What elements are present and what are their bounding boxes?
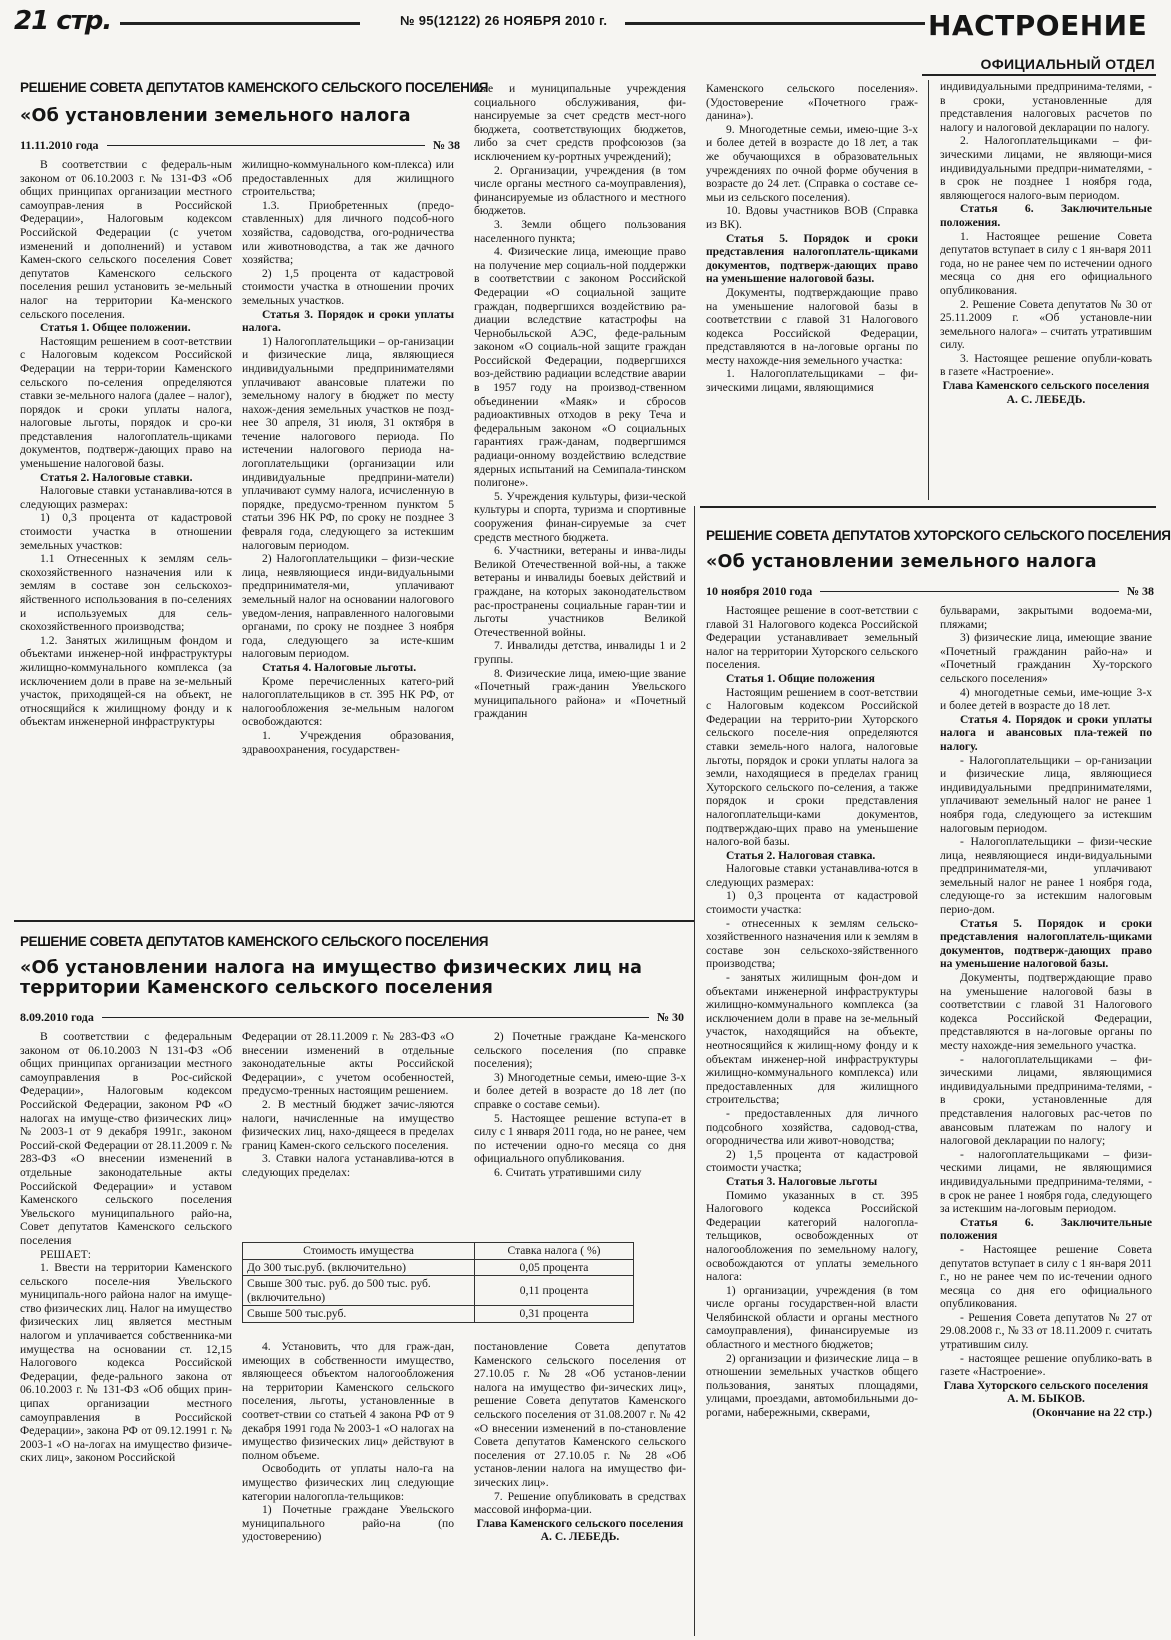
column-divider (694, 506, 695, 1636)
paragraph: 5. Учреждения культуры, физи-ческой культуры и спорта, туризма и спортивные сооружения финан-сируемые за счет средств местного бюджета. (474, 489, 686, 544)
paragraph: 4. Физические лица, имеющие право на получение мер социаль-ной поддержки в соответствии с законом Российской Федерации «О социальной защите граждан, подвергшихся воздействию ра-диации вследствие катастрофы на Чернобыльской АЭС, феде-ральным законом «О социаль-ной защите граждан Российской Федерации, подвергшихся воз-действию радиации вследствие аварии в 1957 году на производ-ственном объединении «Маяк» и сбросов радиоактивных отходов в реку Теча и федеральным законом «О социальных гарантиях граж-данам, подвергшимся радиаци-онному воздействию вследствие ядерных испытаний на Семипала-тинском полигоне». (474, 245, 686, 490)
paragraph: постановление Совета депутатов Каменского сельского поселения от 27.10.05 г. № 28 «Об установ-лении налога на имущество фи-зических лиц», решение Совета депутатов Каменского сельского поселения от 31.08.2007 г. № 42 «О внесении изменений в по-становление Совета депутатов Каменского сельского поселения от 27.10.05 г. № 28 «Об установ-лении налога на имущество фи-зических лиц». (474, 1340, 686, 1489)
paragraph: Настоящее решение в соот-ветствии с главой 31 Налогового кодекса Российской Федерации устанавливает земельный налог на территории Хуторского сельского поселения. (706, 604, 918, 672)
article1-column-4 (706, 82, 918, 395)
paragraph: В соответствии с федеральным законом от 06.10.2003 N 131-ФЗ «Об общих принципах организации местного самоуправления в Рос-сийской Федерации», Налоговым кодексом Российской Федерации, законом РФ «О налогах на имуще-ство физических лиц» № 2003-1 от 9 декабря 1991г., законом Россий-ской Федерации от 28.11.2009 г. № 283-ФЗ «О внесении изменений в отдельные законодательные акты Российской Федерации» и уставом Каменского сельского поселения Увельского муниципального райо-на, Совет депутатов Каменского сельского поселения (20, 1030, 232, 1247)
table-header: Стоимость имущества (243, 1243, 475, 1260)
paragraph: Каменского сельского поселения». (Удостоверение «Почетного граж-данина»). (706, 82, 918, 123)
table-row (243, 1306, 634, 1323)
paragraph: 10. Вдовы участников ВОВ (Справка из ВК). (706, 204, 918, 231)
article1-dateline (20, 138, 460, 152)
issue-info: № 95(12122) 26 НОЯБРЯ 2010 г. (400, 13, 608, 28)
article2-column-2-bottom (242, 1340, 454, 1544)
section-heading: Статья 1. Общее положении. (40, 321, 191, 335)
paragraph: - отнесенных к землям сельско-хозяйственного назначения или к землям в составе зон сельскохо-зяйственного производства; (706, 916, 918, 971)
paragraph: - Налогоплательщики – физи-ческие лица, неявляющиеся инди-видуальными предпринимателя-ми, уплачивают земельный налог не ранее 1 ноября года, следующе-го за истекшим налоговым перио-дом. (940, 835, 1152, 917)
paragraph: - налогоплательщиками – физи-ческими лицами, не являющимися индивидуальными предпринима-телями, - в срок не ранее 1 ноября года, следующего за истекшим на-логовым периодом. (940, 1147, 1152, 1216)
paragraph: 4. Установить, что для граж-дан, имеющих в собственности имущество, являющееся объектом налогообложения на территории Каменского сельского поселения, льготы, установленные в соответ-ствии со статьей 4 закона РФ от 9 декабря 1991 года № 2003-1 «О налогах на имущество физических лиц» действуют в полном объеме. (242, 1340, 454, 1462)
paragraph: 2. Решение Совета депутатов № 30 от 25.11.2009 г. «Об установле-нии земельного налога» – считать утратившим силу. (940, 297, 1152, 352)
article2-column-3-bottom (474, 1340, 686, 1544)
paragraph: 1. Ввести на территории Каменского сельского поселе-ния Увельского муниципаль-ного района налог на имуще-ство физических лиц. Налог на имущество физических лиц является местным налогом и уплачивается собственника-ми имущества на основании ст. 12,15 Налогового кодекса Российской Федерации, феде-рального закона от 06.10.2003 г. № 131-ФЗ «Об общих прин-ципах организации местного самоуправления в Российской Федерации», закона РФ от 09.12.1991 г. № 2003-1 «О на-логах на имущество физиче-ских лиц», законом Российской (20, 1261, 232, 1465)
paragraph: Документы, подтверждающие право на уменьшение налоговой базы в соответствии с главой 31 Налогового кодекса Российской Федерации, представляются в на-логовые органы по месту нахожде-ния земельного участка. (940, 971, 1152, 1052)
article2-title: «Об установлении налога на имущество физических лиц на территории Каменского сельского поселения (20, 958, 643, 998)
paragraph: 9. Многодетные семьи, имею-щие 3-х и более детей в возрасте до 18 лет, а так же обучающихся в образовательных учреждениях по очной форме обучения в возрасте до 24 лет. (Справка о составе се-мьи из сельского поселения). (706, 122, 918, 204)
paragraph: 2. Налогоплательщиками – фи-зическими лицами, не являющи-мися индивидуальными предпри-нимателями, - в срок не позднее 1 ноября года, являющегося налого-вым периодом. (940, 134, 1152, 202)
paragraph: 2) 1,5 процента от кадастровой стоимости участка в отношении прочих земельных участков. (242, 266, 454, 307)
table-header: Ставка налога ( %) (475, 1243, 634, 1260)
paragraph: Федерации от 28.11.2009 г. № 283-ФЗ «О внесении изменений в отдельные законодательные акты Российской Федерации», с учетом особенностей, предусмо-тренных настоящим решением. (242, 1030, 454, 1098)
paragraph: - настоящее решение опублико-вать в газете «Настроение». (940, 1351, 1152, 1379)
section-heading: Статья 5. Порядок и сроки представления налогоплатель-щиками документов, подтверж-дающих право на уменьшение налоговой базы. (706, 231, 918, 286)
tax-rate-table-wrap (242, 1242, 634, 1323)
paragraph: 3) физические лица, имеющие звание «Почетный гражданин райо-на» и «Почетный гражданин Ху-торского сельского поселения» (940, 631, 1152, 685)
paragraph: 1. Учреждения образования, здравоохранения, государствен- (242, 728, 454, 756)
article1-column-3 (474, 82, 686, 721)
paragraph: - предоставленных для личного подсобного хозяйства, садовод-ства, огородничества или живот-новодства; (706, 1106, 918, 1148)
article2-dateline (20, 1010, 684, 1024)
paragraph: - Налогоплательщики – ор-ганизации и физические лица, являющиеся индивидуальными предпринимателями, уплачивают земельный налог не ранее 1 ноября года, следующего за истекшим налоговым периодом. (940, 753, 1152, 835)
page-number: 21 стр. (14, 6, 112, 36)
article2-date: 8.09.2010 года (20, 1010, 94, 1024)
article3-column-1 (706, 604, 918, 1420)
paragraph: 1) организации, учреждения (в том числе органы государствен-ной власти Челябинской области и органы местного самоуправления), финансируемые из областного и местного бюджетов; (706, 1283, 918, 1352)
table-row (243, 1276, 634, 1306)
paragraph: 7. Инвалиды детства, инвалиды 1 и 2 группы. (474, 639, 686, 666)
article1-date: 11.11.2010 года (20, 138, 99, 152)
tax-rate-table (242, 1242, 634, 1323)
continuation-note: (Окончание на 22 стр.) (1032, 1406, 1152, 1420)
paragraph: 1.1 Отнесенных к землям сель-скохозяйственного назначения или к землям в составе зон сельскохоз-яйственного использования в по-селениях и используемых для сель-скохозяйственного производства; (20, 552, 232, 634)
section-heading: Статья 6. Заключительные положения (940, 1215, 1152, 1243)
paragraph: Налоговые ставки устанавлива-ются в следующих размерах: (20, 484, 232, 511)
article3-kicker: РЕШЕНИЕ СОВЕТА ДЕПУТАТОВ ХУТОРСКОГО СЕЛЬСКОГО ПОСЕЛЕНИЯ (706, 528, 1171, 543)
article1-column-5 (940, 80, 1152, 406)
paragraph: Помимо указанных в ст. 395 Налогового кодекса Российской Федерации категорий налогопла-тельщиков, освобожденных от налогообложения по земельному налогу, освобождаются от уплаты земельного налога: (706, 1188, 918, 1284)
paragraph: 6. Считать утратившими силу (494, 1165, 642, 1179)
section-heading: Статья 5. Порядок и сроки представления налогоплатель-щиками документов, подтверж-дающих право на уменьшение налоговой базы. (940, 916, 1152, 971)
article1-kicker: РЕШЕНИЕ СОВЕТА ДЕПУТАТОВ КАМЕНСКОГО СЕЛЬСКОГО ПОСЕЛЕНИЯ (20, 80, 489, 95)
paragraph: индивидуальными предпринима-телями, - в сроки, установленные для представления налоговых расчетов по налогу и налоговой декларации по налогу. (940, 80, 1152, 134)
section-heading: Статья 4. Налоговые льготы. (262, 660, 417, 674)
paragraph: 1) 0,3 процента от кадастровой стоимости участка в отношении земельных участков: (20, 511, 232, 552)
article1-number: № 38 (432, 138, 460, 152)
paragraph: - Решения Совета депутатов № 27 от 29.08.2008 г., № 33 от 18.11.2009 г. считать утратившим силу. (940, 1310, 1152, 1352)
article3-signature: Глава Хуторского сельского поселения А. М. БЫКОВ. (943, 1378, 1149, 1406)
column-divider (928, 80, 929, 500)
paragraph: 3) Многодетные семьи, имею-щие 3-х и более детей в возрасте до 18 лет (по справке о составе семьи). (474, 1070, 686, 1111)
header-rule (625, 22, 925, 25)
header-rule (120, 22, 360, 25)
paragraph: 1) Налогоплательщики – ор-ганизации и физические лица, являющиеся индивидуальными предпринимателями уплачивают авансовые платежи по земельному налогу в бюджет по месту нахож-дения земельных участков не позд-нее 30 апреля, 31 июля, 31 октября в течение налогового периода. По истечении налогового периода на-логоплательщики (организации или индивидуальные предприни-матели) уплачивают сумму налога, исчисленную в порядке, предусмо-тренном пунктом 5 статьи 396 НК РФ, по сроку не позднее 3 февраля года, следующего за истекшим налоговым периодом. (242, 334, 454, 552)
section-heading: Статья 3. Порядок и сроки уплаты налога. (242, 307, 454, 335)
paragraph: 6. Участники, ветераны и инва-лиды Великой Отечественной вой-ны, а также ветераны и инвалиды боевых действий и граждане, на которых законодательством рас-пространены социальные гаран-тии и льготы участников Великой Отечественной войны. (474, 544, 686, 639)
section-heading: Статья 2. Налоговые ставки. (40, 470, 193, 484)
paragraph: 2) 1,5 процента от кадастровой стоимости участка; (706, 1147, 918, 1175)
article3-date: 10 ноября 2010 года (706, 584, 813, 598)
paragraph: 8. Физические лица, имею-щие звание «Почетный граж-данин Увельского муниципального района» и «Почетный гражданин (474, 666, 686, 721)
paragraph: РЕШАЕТ: (40, 1247, 91, 1261)
table-cell: До 300 тыс.руб. (включительно) (243, 1259, 475, 1276)
article2-column-3-top (474, 1030, 686, 1180)
paragraph: 2) Налогоплательщики – физи-ческие лица, неявляющиеся инди-видуальными предпринимателя-ми, уплачивают земельный налог на основании налогового уведом-ления, направленного налоговыми органами, по сроку не позднее 3 ноября года, следующего за исте-кшим налоговым периодом. (242, 552, 454, 661)
paragraph: 1) 0,3 процента от кадастровой стоимости участка: (706, 889, 918, 917)
newspaper-title: НАСТРОЕНИЕ (928, 9, 1148, 42)
paragraph: ные и муниципальные учреждения социального обслуживания, фи-нансируемые за счет средств мест-ного бюджета, соответствующих бюджетов, либо за счет средств профсоюзов (за исключением ку-рортных учреждений); (474, 82, 686, 163)
table-cell: 0,05 процента (475, 1259, 634, 1276)
article3-dateline (706, 584, 1154, 598)
article1-column-2 (242, 158, 454, 756)
table-header-row (243, 1243, 634, 1260)
paragraph: 3. Настоящее решение опубли-ковать в газете «Настроение». (940, 351, 1152, 379)
paragraph: Документы, подтверждающие право на уменьшение налоговой базы в соответствии с главой 31 Налогового кодекса Российской Федерации, представляются в на-логовые органы по месту нахожде-ния земельного участка: (706, 285, 918, 367)
paragraph: 2) организации и физические лица – в отношении земельных участков общего пользования, занятых площадями, улицами, проездами, автомобильными до-рогами, набережными, скверами, (706, 1351, 918, 1420)
paragraph: 2. Организации, учреждения (в том числе органы местного са-моуправления), финансируемые из областного и местного бюджетов. (474, 163, 686, 218)
paragraph: В соответствии с федераль-ным законом от 06.10.2003 г. № 131-ФЗ «Об общих принципах организации местного самоуправ-ления в Российской Федерации», Налоговым кодексом Российской Федерации (с учетом изменений и дополнений) и уставом Камен-ского сельского поселения Совет депутатов Каменского сельского поселения решил установить зе-мельный налог на территории Ка-менского сельского поселения. (20, 158, 232, 321)
paragraph: Настоящим решением в соот-ветствии с Налоговым кодексом Российской Федерации на терри-тории Каменского сельского по-селения определяются ставки зе-мельного налога (далее – налог), порядок и сроки уплаты налога, налоговые льготы, порядок и сро-ки представления налогоплатель-щиками документов, подтверж-дающих право на уменьшение налоговой базы. (20, 334, 232, 471)
dateline-rule (102, 1017, 649, 1018)
paragraph: 3. Земли общего пользования населенного пункта; (474, 217, 686, 245)
paragraph: - Настоящее решение Совета депутатов вступает в силу с 1 ян-варя 2011 г., но не ранее чем по ис-течении одного месяца со дня его официального опубликования. (940, 1242, 1152, 1311)
paragraph: бульварами, закрытыми водоема-ми, пляжами; (940, 604, 1152, 631)
paragraph: - налогоплательщиками – фи-зическими лицами, являющимися индивидуальными предпринима-телями, - в сроки, установленные для представления налоговых рас-четов по авансовым платежам по налогу и налоговой декларации по налогу; (940, 1052, 1152, 1148)
paragraph: Настоящим решением в соот-ветствии с Налоговым кодексом Российской Федерации на террито-рии Хуторского сельского поселе-ния определяются ставки земель-ного налога, налоговые льготы, порядок и сроки уплаты налога за земли, находящиеся в пределах границ Хуторского сельского по-селения, а также порядок и сроки представления налогоплательщи-ками документов, подтверждаю-щих право на уменьшение налого-вой базы. (706, 685, 918, 849)
dateline-rule (820, 591, 1119, 592)
paragraph: жилищно-коммунального ком-плекса) или предоставленных для жилищного строительства; (242, 158, 454, 199)
article2-signature: Глава Каменского сельского поселения А. С. ЛЕБЕДЬ. (476, 1516, 684, 1544)
article1-column-1 (20, 158, 232, 729)
dateline-rule (107, 145, 425, 146)
article2-kicker: РЕШЕНИЕ СОВЕТА ДЕПУТАТОВ КАМЕНСКОГО СЕЛЬСКОГО ПОСЕЛЕНИЯ (20, 934, 489, 949)
table-cell: 0,11 процента (475, 1276, 634, 1306)
paragraph: 1.3. Приобретенных (предо-ставленных) для личного подсоб-ного хозяйства, садоводства, ого-родничества или животноводства, а так же дачного хозяйства; (242, 198, 454, 267)
paragraph: 1.2. Занятых жилищным фондом и объектами инженер-ной инфраструктуры жилищно-коммунального комплекса (за исключением доли в праве на зе-мельный участок, приходящей-ся на объект, не относящийся к жилищному фонду и к объектам инженерной инфраструктуры (20, 633, 232, 729)
paragraph: 5. Настоящее решение вступа-ет в силу с 1 января 2011 года, но не ранее, чем по истечении одно-го месяца со дня официального опубликования. (474, 1111, 686, 1166)
article3-number: № 38 (1126, 584, 1154, 598)
article3-title: «Об установлении земельного налога (706, 552, 1097, 572)
paragraph: 3. Ставки налога устанавлива-ются в следующих пределах: (242, 1152, 454, 1179)
section-heading: Статья 3. Налоговые льготы (726, 1174, 878, 1188)
department-label: ОФИЦИАЛЬНЫЙ ОТДЕЛ (980, 56, 1155, 72)
table-row (243, 1259, 634, 1276)
table-cell: Свыше 500 тыс.руб. (243, 1306, 475, 1323)
article1-title: «Об установлении земельного налога (20, 106, 411, 126)
paragraph: 1. Настоящее решение Совета депутатов вступает в силу с 1 ян-варя 2011 года, но не ранее чем по истечении одного месяца со дня его официального опубликования. (940, 229, 1152, 297)
article2-column-1 (20, 1030, 232, 1465)
paragraph: Налоговые ставки устанавлива-ются в следующих размерах: (706, 862, 918, 889)
paragraph: 1) Почетные граждане Увельского муниципального райо-на (по удостоверению) (242, 1503, 454, 1544)
paragraph: 2. В местный бюджет зачис-ляются налоги, начисленные на имущество физических лиц, нахо-дящееся в пределах границ Камен-ского сельского поселения. (242, 1097, 454, 1152)
paragraph: 7. Решение опубликовать в средствах массовой информа-ции. (474, 1489, 686, 1517)
section-heading: Статья 2. Налоговая ставка. (726, 848, 876, 862)
paragraph: Освободить от уплаты нало-га на имущество физических лиц следующие категории налогопла-тельщиков: (242, 1462, 454, 1503)
article1-signature: Глава Каменского сельского поселения А. С. ЛЕБЕДЬ. (942, 379, 1150, 406)
section-heading: Статья 4. Порядок и сроки уплаты налога и авансовых пла-тежей по налогу. (940, 712, 1152, 753)
header-rule (922, 74, 1156, 76)
paragraph: 2) Почетные граждане Ка-менского сельского поселения (по справке поселения); (474, 1030, 686, 1071)
section-heading: Статья 6. Заключительные положения. (940, 202, 1152, 229)
paragraph: - занятых жилищным фон-дом и объектами инженерной инфраструктуры жилищно-коммунального комплекса (за исключением доли в праве на зе-мельный участок, находящийся на объекте, неотносящийся к жилищ-ному фонду и к объектам инженер-ной инфраструктуры жилищно-коммунального комплекса) или предоставленных для жилищного строительства; (706, 971, 918, 1107)
paragraph: 1. Налогоплательщиками – фи-зическими лицами, являющимися (706, 367, 918, 395)
section-divider (14, 920, 694, 922)
section-heading: Статья 1. Общие положения (726, 671, 875, 685)
article2-number: № 30 (656, 1010, 684, 1024)
article2-column-2-top (242, 1030, 454, 1180)
table-cell: Свыше 300 тыс. руб. до 500 тыс. руб. (включительно) (243, 1276, 475, 1306)
table-cell: 0,31 процента (475, 1306, 634, 1323)
paragraph: Кроме перечисленных катего-рий налогоплательщиков в ст. 395 НК РФ, от налогообложения зе-мельным налогом освобождаются: (242, 674, 454, 729)
section-divider (700, 506, 1156, 508)
article3-column-2 (940, 604, 1152, 1420)
paragraph: 4) многодетные семьи, име-ющие 3-х и более детей в возрасте до 18 лет. (940, 685, 1152, 713)
